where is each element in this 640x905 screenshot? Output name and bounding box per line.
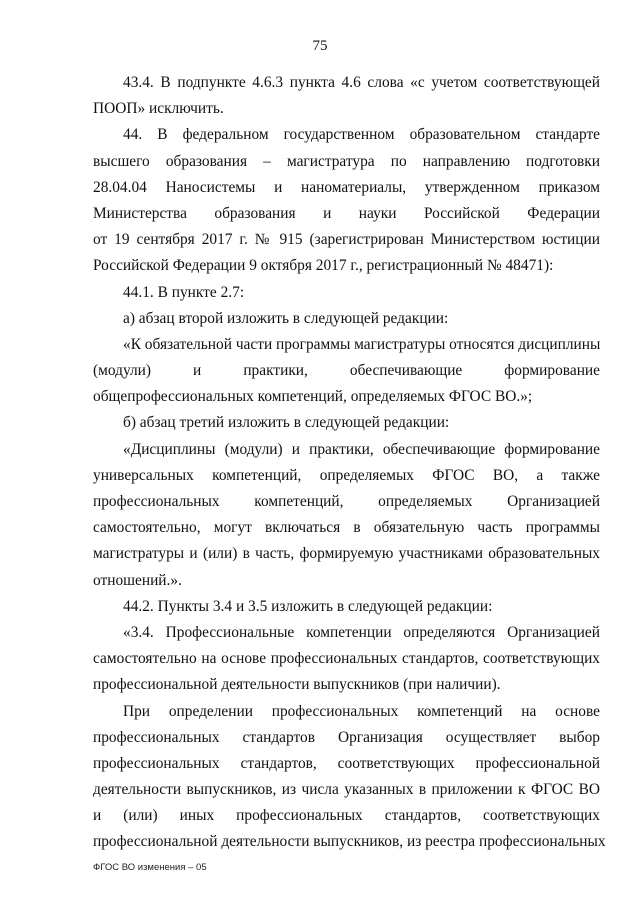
text-line: «Дисциплины (модули) и практики, обеспечивающие формирование	[123, 440, 600, 458]
text-line: При определении профессиональных компетенций на основе	[123, 702, 600, 720]
text-line: 44.1. В пункте 2.7:	[123, 283, 245, 301]
text-line: отношений.».	[93, 571, 182, 589]
text-line: профессиональной деятельности выпускников, из реестра профессиональных	[93, 833, 606, 851]
text-line: и (или) иных профессиональных стандартов, соответствующих	[93, 807, 600, 825]
text-line: б) абзац третий изложить в следующей редакции:	[123, 414, 450, 432]
footer-label: ФГОС ВО изменения – 05	[93, 862, 207, 873]
text-line: профессиональных стандартов, соответствующих профессиональной	[93, 754, 600, 772]
text-line: 44. В федеральном государственном образовательном стандарте	[123, 126, 600, 144]
text-line: магистратуры и (или) в часть, формируемую участниками образовательных	[93, 545, 600, 563]
text-line: профессиональной деятельности выпускников (при наличии).	[93, 676, 501, 694]
page-number: 75	[312, 38, 328, 54]
text-line: самостоятельно на основе профессиональных стандартов, соответствующих	[93, 650, 600, 668]
text-line: ПООП» исключить.	[93, 100, 224, 118]
text-line: а) абзац второй изложить в следующей редакции:	[123, 309, 449, 327]
text-line: высшего образования – магистратура по направлению подготовки	[93, 152, 600, 170]
text-line: Российской Федерации 9 октября 2017 г., регистрационный № 48471):	[93, 257, 554, 275]
text-line: общепрофессиональных компетенций, определяемых ФГОС ВО.»;	[93, 388, 533, 406]
text-line: 28.04.04 Наносистемы и наноматериалы, утвержденном приказом	[93, 178, 600, 196]
text-line: от 19 сентября 2017 г. № 915 (зарегистрирован Министерством юстиции	[93, 231, 600, 249]
text-line: 44.2. Пункты 3.4 и 3.5 изложить в следующей редакции:	[123, 597, 493, 615]
text-line: самостоятельно, могут включаться в обязательную часть программы	[93, 519, 600, 537]
text-line: 43.4. В подпункте 4.6.3 пункта 4.6 слова «с учетом соответствующей	[123, 74, 600, 91]
text-line: «3.4. Профессиональные компетенции определяются Организацией	[123, 623, 600, 641]
text-line: «К обязательной части программы магистратуры относятся дисциплины	[123, 335, 601, 353]
text-line: универсальных компетенций, определяемых ФГОС ВО, а также	[93, 466, 600, 484]
text-line: профессиональных стандартов Организация осуществляет выбор	[93, 728, 600, 746]
text-line: деятельности выпускников, из числа указанных в приложении к ФГОС ВО	[93, 781, 600, 799]
text-line: (модули) и практики, обеспечивающие формирование	[93, 362, 600, 380]
text-line: профессиональных компетенций, определяемых Организацией	[93, 493, 600, 510]
text-line: Министерства образования и науки Российской Федерации	[93, 204, 600, 222]
document-body	[93, 70, 606, 856]
